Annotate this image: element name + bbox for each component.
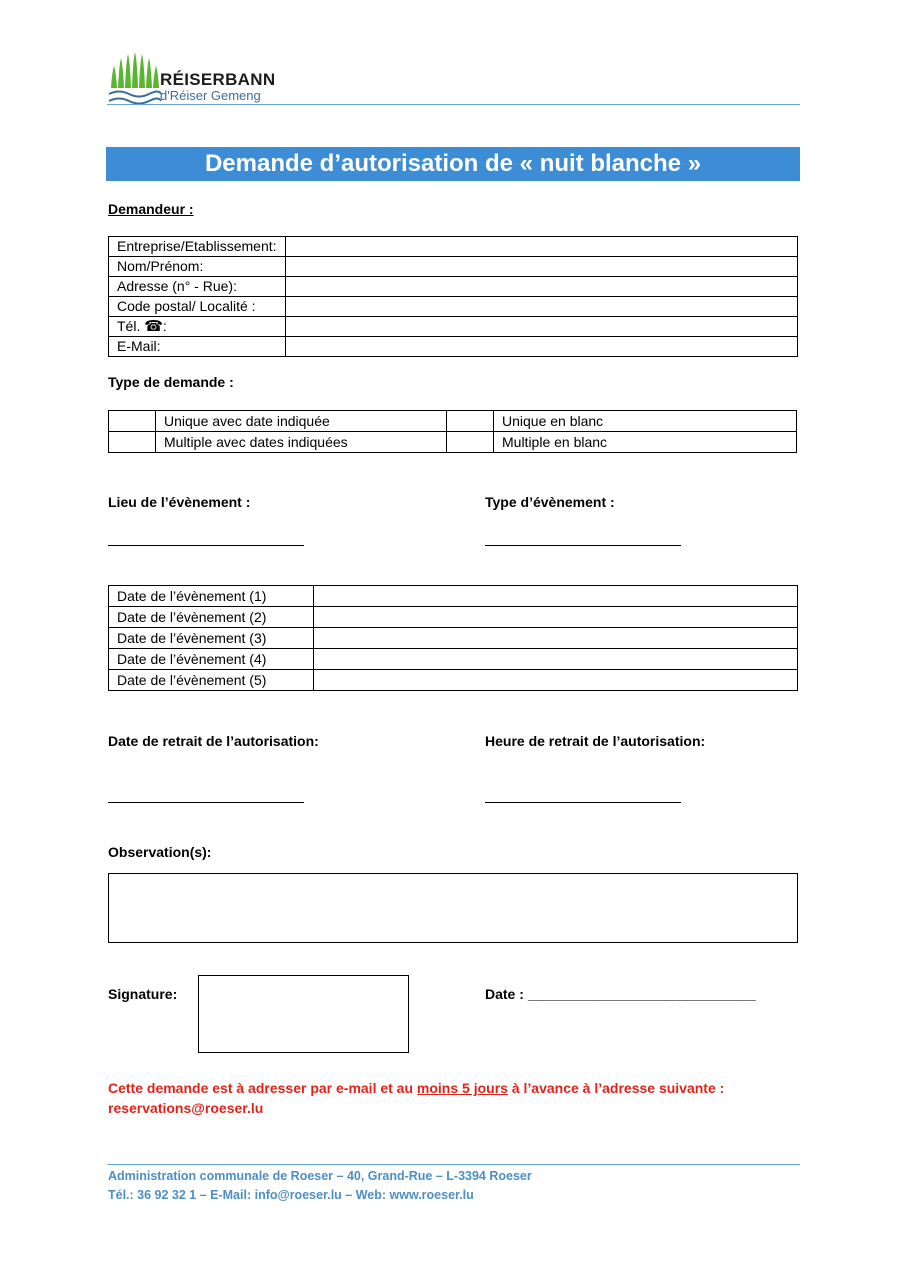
checkbox-unique-blanc[interactable] (447, 411, 494, 432)
checkbox-multiple-blanc[interactable] (447, 432, 494, 453)
field-label (109, 317, 286, 337)
table-row (109, 411, 797, 432)
table-row (109, 586, 798, 607)
date-retrait-input-line[interactable] (108, 802, 304, 803)
tel-label: Tél. (117, 318, 141, 334)
page-title: Demande d’autorisation de « nuit blanche » (204, 150, 702, 177)
observations-box[interactable] (108, 873, 798, 943)
table-row (109, 628, 798, 649)
heure-retrait-label: Heure de retrait de l’autorisation: (485, 733, 706, 749)
signature-label: Signature: (108, 986, 178, 1002)
date-label: Date de l’évènement (3) (109, 628, 314, 649)
footer-divider (107, 1164, 800, 1165)
lieu-label: Lieu de l’évènement : (108, 494, 251, 510)
notice-part3: à l’avance à l’adresse suivante : (507, 1080, 725, 1096)
date-label: Date de l’évènement (1) (109, 586, 314, 607)
option-label: Multiple avec dates indiquées (156, 432, 447, 453)
date-retrait-label: Date de retrait de l’autorisation: (108, 733, 319, 749)
option-label: Unique en blanc (494, 411, 797, 432)
checkbox-multiple-dates[interactable] (109, 432, 156, 453)
water-logo-icon (109, 92, 161, 104)
type-demande-table (108, 410, 797, 453)
dates-table (108, 585, 798, 691)
type-evenement-label: Type d’évènement : (485, 494, 615, 510)
field-label: E-Mail: (109, 337, 286, 357)
telephone-field[interactable] (286, 317, 798, 337)
lieu-input-line[interactable] (108, 545, 304, 546)
nom-field[interactable] (286, 257, 798, 277)
date-5-field[interactable] (314, 670, 798, 691)
footer-contact: Tél.: 36 92 32 1 – E-Mail: info@roeser.lu – Web: www.roeser.lu (108, 1188, 474, 1202)
type-demande-heading: Type de demande : (108, 374, 234, 390)
option-label: Unique avec date indiquée (156, 411, 447, 432)
field-label: Code postal/ Localité : (109, 297, 286, 317)
date-1-field[interactable] (314, 586, 798, 607)
observations-label: Observation(s): (108, 844, 212, 860)
date-label: Date de l’évènement (5) (109, 670, 314, 691)
notice-text (108, 1078, 808, 1118)
footer-address: Administration communale de Roeser – 40, Grand-Rue – L-3394 Roeser (108, 1169, 532, 1183)
table-row (109, 337, 798, 357)
field-label: Nom/Prénom: (109, 257, 286, 277)
checkbox-unique-date[interactable] (109, 411, 156, 432)
date-3-field[interactable] (314, 628, 798, 649)
date-2-field[interactable] (314, 607, 798, 628)
adresse-field[interactable] (286, 277, 798, 297)
phone-icon: ☎ (144, 318, 163, 335)
heure-retrait-input-line[interactable] (485, 802, 681, 803)
demandeur-heading: Demandeur : (108, 201, 194, 217)
notice-email[interactable]: reservations@roeser.lu (108, 1100, 264, 1116)
notice-deadline: moins 5 jours (416, 1080, 508, 1096)
table-row (109, 257, 798, 277)
table-row (109, 670, 798, 691)
field-label: Adresse (n° - Rue): (109, 277, 286, 297)
tree-logo-icon (111, 52, 159, 88)
signature-date-line[interactable]: ______________________________ (528, 986, 756, 1002)
tel-colon: : (162, 318, 167, 334)
title-banner (106, 147, 800, 181)
logo-subtitle: d'Réiser Gemeng (160, 88, 261, 103)
type-evenement-input-line[interactable] (485, 545, 681, 546)
signature-date-label: Date : (485, 986, 524, 1002)
signature-box[interactable] (198, 975, 409, 1053)
table-row (109, 317, 798, 337)
option-label: Multiple en blanc (494, 432, 797, 453)
table-row (109, 432, 797, 453)
table-row (109, 297, 798, 317)
table-row (109, 649, 798, 670)
date-4-field[interactable] (314, 649, 798, 670)
table-row (109, 607, 798, 628)
table-row (109, 237, 798, 257)
demandeur-table (108, 236, 798, 357)
date-label: Date de l’évènement (2) (109, 607, 314, 628)
field-label: Entreprise/Etablissement: (109, 237, 286, 257)
logo-title: RÉISERBANN (160, 70, 276, 89)
date-label: Date de l’évènement (4) (109, 649, 314, 670)
notice-part1: Cette demande est à adresser par e-mail et au (108, 1080, 417, 1096)
code-postal-field[interactable] (286, 297, 798, 317)
entreprise-field[interactable] (286, 237, 798, 257)
table-row (109, 277, 798, 297)
email-field[interactable] (286, 337, 798, 357)
header-divider (107, 104, 800, 105)
